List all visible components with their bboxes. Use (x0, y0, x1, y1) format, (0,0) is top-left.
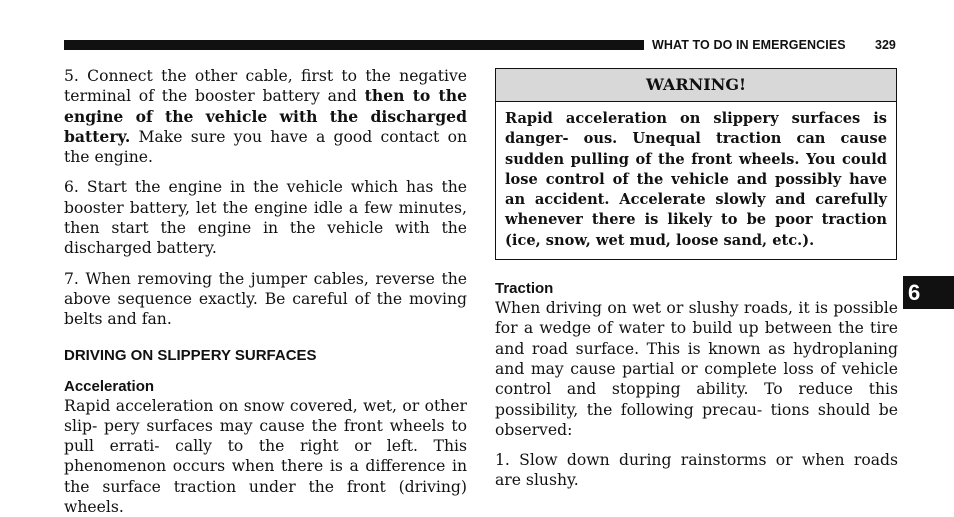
page-number: 329 (875, 38, 896, 52)
step-6-paragraph: 6. Start the engine in the vehicle which has the booster battery, let the engine idle a few minutes, then start the engine in the vehicle with the discharged battery. (64, 178, 467, 258)
warning-box (495, 68, 897, 260)
step-7-paragraph: 7. When removing the jumper cables, reverse the above sequence exactly. Be careful of the moving belts and fan. (64, 269, 467, 329)
step-5-bold-text: then to the engine of the vehicle with the discharged battery. (64, 86, 467, 146)
warning-title: WARNING! (496, 69, 896, 102)
step-5-text: 5. Connect the other cable, first to the negative terminal of the booster battery and (64, 67, 467, 106)
subheading-acceleration: Acceleration (64, 377, 155, 395)
chapter-tab: 6 (903, 276, 954, 309)
subheading-traction: Traction (495, 280, 554, 298)
running-header-title: WHAT TO DO IN EMERGENCIES (652, 38, 846, 52)
traction-paragraph: When driving on wet or slushy roads, it is possible for a wedge of water to build up between the tire and road surface. This is known as hydroplaning and may cause partial or complete loss of vehicle control and stopping ability. To reduce this possibility, the following precau- tions should be observed: (495, 299, 898, 439)
header-bar (64, 40, 644, 50)
traction-step-1-paragraph: 1. Slow down during rainstorms or when roads are slushy. (495, 451, 898, 490)
step-5-paragraph (64, 66, 467, 167)
acceleration-paragraph: Rapid acceleration on snow covered, wet, or other slip- pery surfaces may cause the front wheels to pull errati- cally to the right or left. This phenomenon occurs when there is a difference in the surface traction under the front (driving) wheels. (64, 396, 467, 517)
left-column (64, 66, 467, 517)
warning-text: Rapid acceleration on slippery surfaces is danger- ous. Unequal traction can cause sudden pulling of the front wheels. You could lose control of the vehicle and possibly have an accident. Accelerate slowly and carefully whenever there is likely to be poor traction (ice, snow, wet mud, loose sand, etc.). (505, 110, 887, 249)
step-5-rest-text: Make sure you have a good contact on the engine. (64, 127, 467, 167)
section-heading-slippery-surfaces: DRIVING ON SLIPPERY SURFACES (64, 346, 317, 364)
right-column (495, 66, 898, 491)
